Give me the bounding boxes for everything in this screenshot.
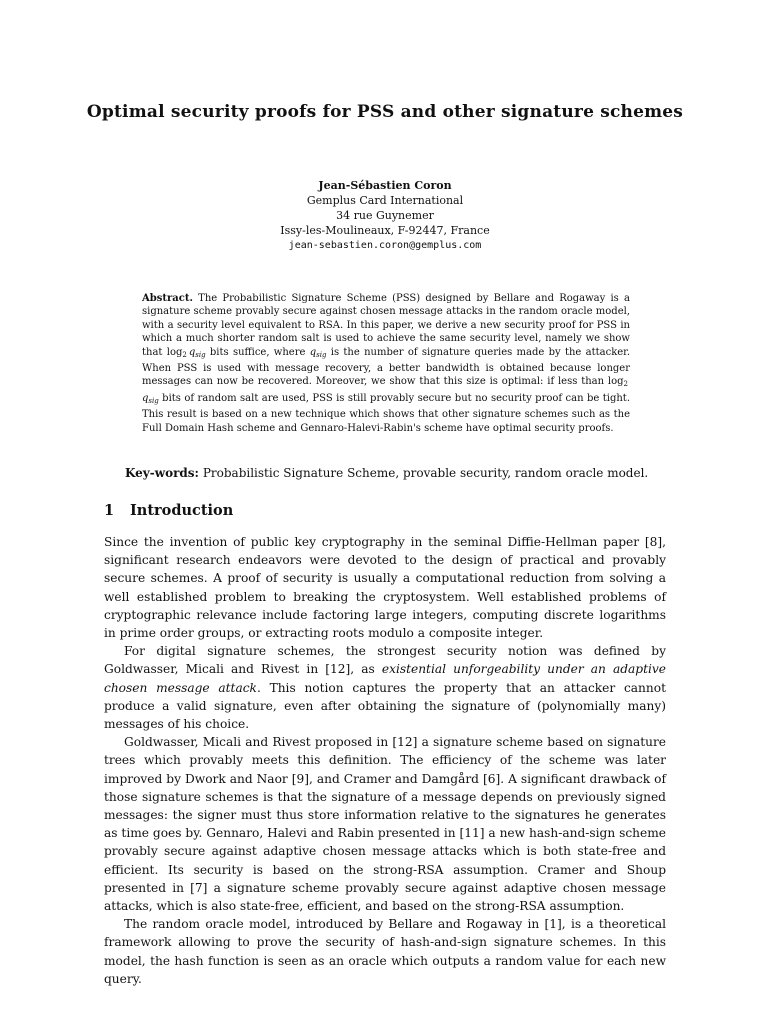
math-qsig: $q_{sig}$ (309, 346, 327, 359)
keywords-text: Probabilistic Signature Scheme, provable security, random oracle model. (202, 466, 649, 480)
author-address-street: 34 rue Guynemer (336, 209, 434, 222)
paragraph-3: Goldwasser, Micali and Rivest proposed in [12] a signature scheme based on signature trees which provably meets this definition. The efficiency of the scheme was later improved by Dwork and Naor [9], and Cramer and Damgård [6]. A significant drawback of those signature schemes is that the signature of a message depends on previously signed messages: the signer must thus store information relative to the signatures he generates as time goes by. Gennaro, Halevi and Rabin presented in [11] a new hash-and-sign scheme provably secure against adaptive chosen message attacks which is both state-free and efficient. Its security is based on the strong-RSA assumption. Cramer and Shoup presented in [7] a signature scheme provably secure against adaptive chosen message attacks, which is also state-free, efficient, and based on the strong-RSA assumption. (104, 735, 666, 914)
math-log-qsig-1: $\log_2 q_{sig}$ (166, 346, 206, 359)
abstract-text-1: The Probabilistic Signature Scheme (PSS) designed by Bellare and Rogaway is a signature scheme provably secure against chosen message attacks in the random oracle model, with a security level equivalent to RSA. In this paper, we derive a new security proof for PSS in which a much shorter random salt is used to achieve the same security level, namely we show that (142, 293, 630, 358)
abstract-text-4: bits of random salt are used, PSS is still provably secure but no security proof can be tight. This result is based on a new technique which shows that other signature schemes such as the Full Domain Hash scheme and Gennaro-Halevi-Rabin's scheme have optimal security proofs. (142, 392, 630, 434)
author-block (200, 178, 570, 253)
author-name: Jean-Sébastien Coron (318, 179, 452, 192)
paragraph-2: For digital signature schemes, the strongest security notion was defined by Goldwasser, Micali and Rivest in [12], as existential unforgeability under an adaptive chosen message attack. This notion captures the property that an attacker cannot produce a valid signature, even after obtaining the signature of (polynomially many) messages of his choice. (104, 644, 666, 732)
paper-title: Optimal security proofs for PSS and other signature schemes (86, 102, 684, 122)
introduction-body (104, 533, 666, 988)
paragraph-4: The random oracle model, introduced by Bellare and Rogaway in [1], is a theoretical framework allowing to prove the security of hash-and-sign signature schemes. In this model, the hash function is seen as an oracle which outputs a random value for each new query. (104, 917, 666, 986)
math-log-qsig-2: $\log_2 q_{sig}$ (142, 376, 628, 405)
section-title: Introduction (130, 502, 234, 519)
keywords-label: Key-words: (125, 466, 199, 480)
author-affiliation: Gemplus Card International (306, 194, 464, 207)
keywords (125, 466, 670, 481)
abstract-text-3: is the number of signature queries made by the attacker. When PSS is used with message recovery, a better bandwidth is obtained because longer messages can now be recovered. Moreover, we show that this size is optimal: if less than (142, 346, 631, 388)
author-address-city: Issy-les-Moulineaux, F-92447, France (280, 224, 490, 237)
abstract-text-2: bits suffice, where (209, 346, 306, 358)
abstract (142, 292, 630, 435)
abstract-label: Abstract. (142, 293, 193, 304)
paragraph-1: Since the invention of public key cryptography in the seminal Diffie-Hellman paper [8], significant research endeavors were devoted to the design of practical and provably secure schemes. A proof of security is usually a computational reduction from solving a well established problem to breaking the cryptosystem. Well established problems of cryptographic relevance include factoring large integers, computing discrete logarithms in prime order groups, or extracting roots modulo a composite integer. (104, 535, 666, 641)
section-heading (104, 502, 233, 519)
section-number: 1 (104, 502, 115, 519)
emphasis-text: existential unforgeability under an adaptive chosen message attack (104, 662, 666, 695)
author-email: jean-sebastien.coron@gemplus.com (288, 240, 482, 251)
